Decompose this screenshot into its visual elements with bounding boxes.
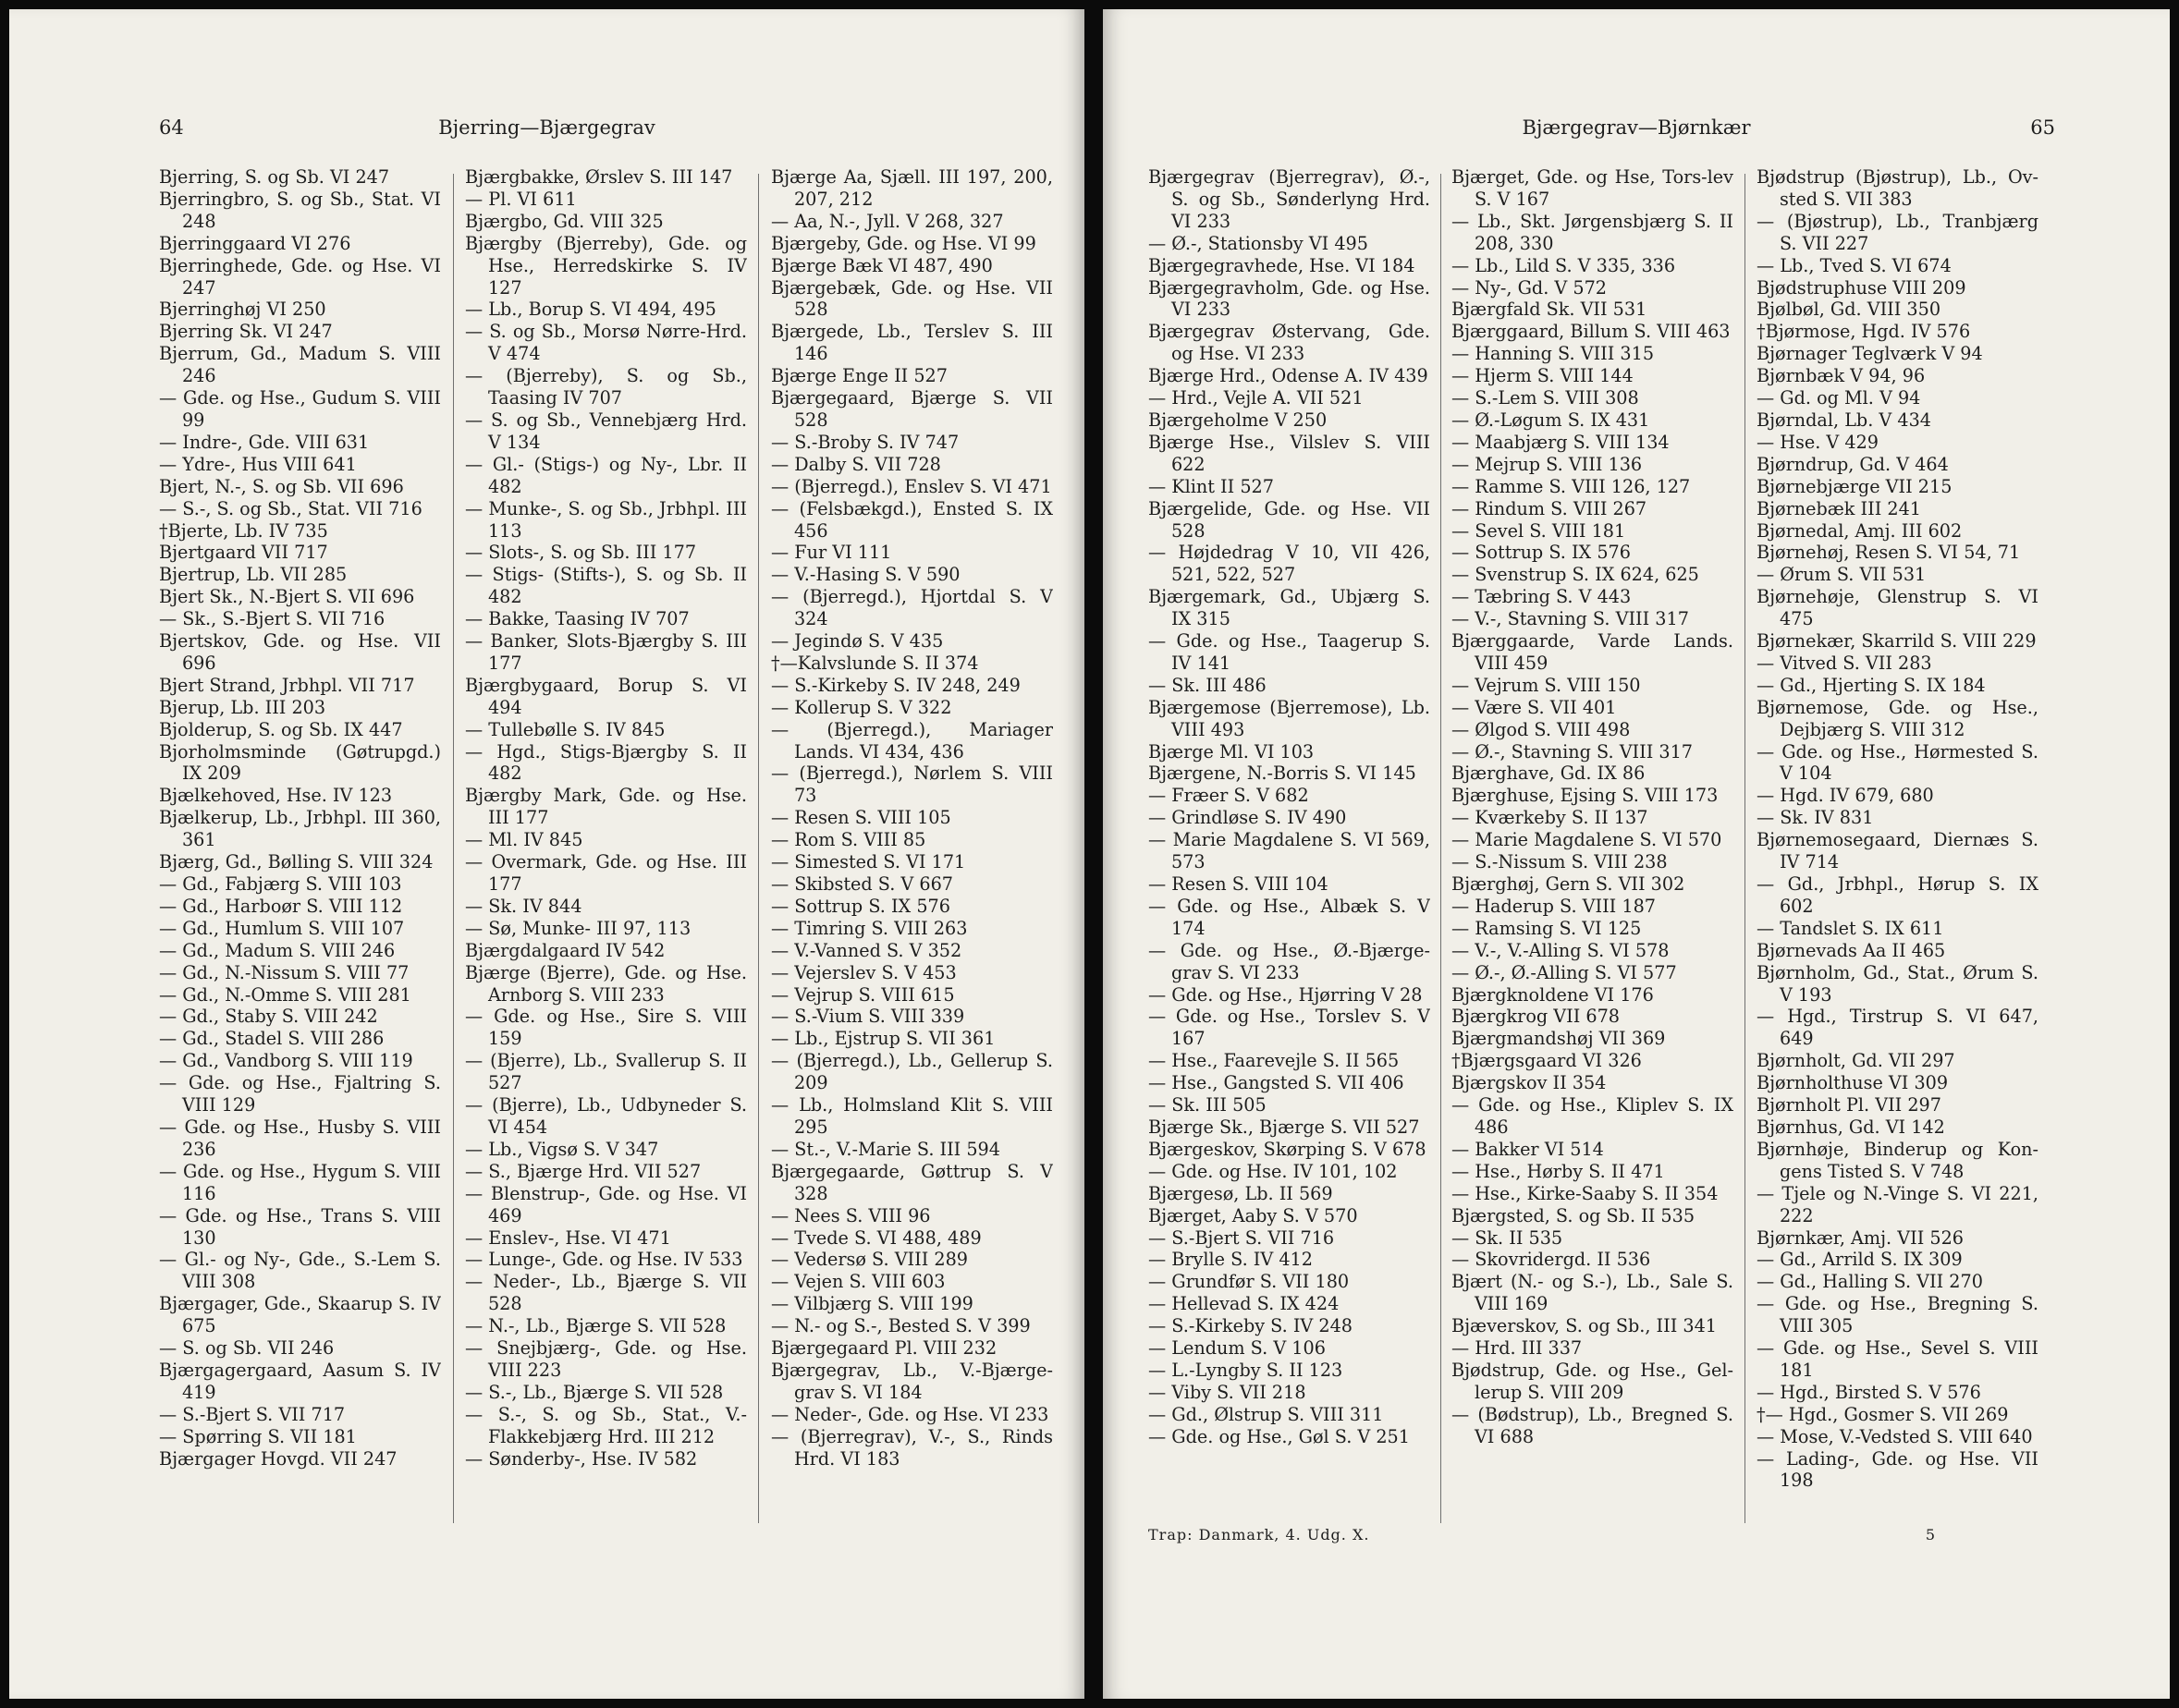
index-entry: — Neder-, Lb., Bjærge S. VII 528 xyxy=(465,1271,747,1315)
index-entry: — Gl.- og Ny-, Gde., S.-Lem S. VIII 308 xyxy=(159,1249,441,1293)
index-entry: — (Bjerregd.), Enslev S. VI 471 xyxy=(771,475,1052,497)
index-entry: — Sø, Munke- III 97, 113 xyxy=(465,917,692,939)
column-rule xyxy=(758,174,759,1523)
index-entry: †— Hgd., Gosmer S. VII 269 xyxy=(1757,1403,2009,1425)
index-entry: — Aa, N.-, Jyll. V 268, 327 xyxy=(771,210,1004,232)
index-entry: — Snejbjærg-, Gde. og Hse. VIII 223 xyxy=(465,1337,747,1381)
right-index-columns xyxy=(1148,166,2054,1534)
index-entry: Bjerrum, Gd., Madum S. VIII 246 xyxy=(159,343,441,387)
index-column xyxy=(771,166,1053,1534)
index-entry: Bjærgelide, Gde. og Hse. VII 528 xyxy=(1148,497,1430,542)
signature-mark: 5 xyxy=(1925,1526,1935,1543)
index-entry: Bjørnbæk V 94, 96 xyxy=(1757,365,1926,387)
index-entry: — Tjele og N.-Vinge S. VI 221, 222 xyxy=(1757,1182,2038,1226)
index-entry: Bjærget, Aaby S. V 570 xyxy=(1148,1204,1358,1226)
index-entry: — S.-, S. og Sb., Stat. VII 716 xyxy=(159,497,422,519)
index-entry: — S.-Broby S. IV 747 xyxy=(771,431,960,453)
index-entry: Bjørnhøje, Binderup og Kon-gens Tisted S. V 748 xyxy=(1757,1138,2038,1182)
index-entry: Bjærgeholme V 250 xyxy=(1148,409,1328,431)
index-entry: — (Bjøstrup), Lb., Tranbjærg S. VII 227 xyxy=(1757,210,2038,254)
index-entry: — (Bjerregrav), V.-, S., Rinds Hrd. VI 183 xyxy=(771,1425,1053,1470)
index-entry: Bjørnholthuse VI 309 xyxy=(1757,1072,1949,1094)
index-entry: Bjørnager Teglværk V 94 xyxy=(1757,343,1983,365)
index-entry: — Gde. og Hse., Bregning S. VIII 305 xyxy=(1757,1293,2038,1337)
index-entry: — Gde. og Hse., Kliplev S. IX 486 xyxy=(1451,1094,1733,1138)
index-entry: Bjærgegrav (Bjerregrav), Ø.-, S. og Sb., Sønderlyng Hrd. VI 233 xyxy=(1148,166,1430,232)
index-entry: — Klint II 527 xyxy=(1148,475,1274,497)
index-entry: — Spørring S. VII 181 xyxy=(159,1425,357,1447)
index-entry: Bjørnehøj, Resen S. VI 54, 71 xyxy=(1757,542,2021,564)
index-entry: — V.-Hasing S. V 590 xyxy=(771,564,961,586)
index-entry: Bjerringhede, Gde. og Hse. VI 247 xyxy=(159,254,441,299)
index-entry: Bjødstrup (Bjøstrup), Lb., Ov-sted S. VII 383 xyxy=(1757,166,2038,210)
index-entry: Bjærgskov II 354 xyxy=(1451,1072,1607,1094)
index-entry: — Sk., S.-Bjert S. VII 716 xyxy=(159,608,386,630)
index-entry: — Hse., Hørby S. II 471 xyxy=(1451,1160,1665,1182)
index-entry: — Hgd., Tirstrup S. VI 647, 649 xyxy=(1757,1006,2038,1050)
index-entry: — Sk. III 486 xyxy=(1148,674,1267,696)
index-entry: — Gde. og Hse., Fjaltring S. VIII 129 xyxy=(159,1072,441,1116)
index-entry: Bjærgegaard, Bjærge S. VII 528 xyxy=(771,387,1053,431)
index-entry: — Sk. III 505 xyxy=(1148,1094,1267,1116)
index-entry: — Marie Magdalene S. VI 569, 573 xyxy=(1148,829,1430,873)
left-running-head xyxy=(9,109,1084,146)
index-entry: Bjørndrup, Gd. V 464 xyxy=(1757,453,1949,475)
index-entry: — (Bjerregd.), Mariager Lands. VI 434, 436 xyxy=(771,718,1053,762)
index-entry: — Hellevad S. IX 424 xyxy=(1148,1293,1340,1315)
index-entry: — (Bjerregd.), Nørlem S. VIII 73 xyxy=(771,762,1053,807)
index-entry: Bjerring Sk. VI 247 xyxy=(159,321,333,343)
index-entry: Bjærgemark, Gd., Ubjærg S. IX 315 xyxy=(1148,586,1430,630)
index-entry: — Højdedrag V 10, VII 426, 521, 522, 527 xyxy=(1148,542,1430,586)
index-entry: — Hse., Kirke-Saaby S. II 354 xyxy=(1451,1182,1719,1204)
index-entry: — (Bjerregd.), Lb., Gellerup S. 209 xyxy=(771,1050,1053,1094)
index-entry: — Gd., Hjerting S. IX 184 xyxy=(1757,674,1986,696)
index-entry: — Svenstrup S. IX 624, 625 xyxy=(1451,564,1699,586)
index-entry: Bjærggaard, Billum S. VIII 463 xyxy=(1451,321,1731,343)
index-entry: — Grindløse S. IV 490 xyxy=(1148,807,1347,829)
left-page-title: Bjerring—Bjærgegrav xyxy=(438,116,655,139)
index-entry: — Gde. og Hse., Gudum S. VIII 99 xyxy=(159,387,441,431)
index-entry: — Lb., Skt. Jørgensbjærg S. II 208, 330 xyxy=(1451,210,1733,254)
index-entry: — S.-Nissum S. VIII 238 xyxy=(1451,851,1668,873)
index-entry: Bjolderup, S. og Sb. IX 447 xyxy=(159,718,403,740)
index-entry: Bjørnehøje, Glenstrup S. VI 475 xyxy=(1757,586,2038,630)
index-entry: — Maabjærg S. VIII 134 xyxy=(1451,431,1670,453)
index-entry: — Ø.-Løgum S. IX 431 xyxy=(1451,409,1650,431)
index-entry: Bjærgsted, S. og Sb. II 535 xyxy=(1451,1204,1695,1226)
index-entry: — S.-, S. og Sb., Stat., V.-Flakkebjærg Hrd. III 212 xyxy=(465,1403,747,1447)
index-entry: Bjørnemosegaard, Diernæs S. IV 714 xyxy=(1757,829,2038,873)
index-entry: — Sottrup S. IX 576 xyxy=(771,895,950,917)
index-entry: Bjærgesø, Lb. II 569 xyxy=(1148,1182,1333,1204)
index-entry: — Ø.-, Ø.-Alling S. VI 577 xyxy=(1451,961,1677,983)
index-entry: Bjærge Hse., Vilslev S. VIII 622 xyxy=(1148,431,1430,475)
index-entry: — Gde. og Hse., Sire S. VIII 159 xyxy=(465,1006,747,1050)
index-entry: — Lb., Holmsland Klit S. VIII 295 xyxy=(771,1094,1053,1138)
index-entry: Bjert, N.-, S. og Sb. VII 696 xyxy=(159,475,404,497)
index-entry: Bjærgknoldene VI 176 xyxy=(1451,983,1654,1006)
index-entry: — Gl.- (Stigs-) og Ny-, Lbr. II 482 xyxy=(465,453,747,497)
index-entry: Bjørnkær, Amj. VII 526 xyxy=(1757,1226,1964,1249)
index-entry: — Fur VI 111 xyxy=(771,542,892,564)
index-entry: — Gde. og Hse., Gøl S. V 251 xyxy=(1148,1425,1410,1447)
index-entry: — S.-Bjert S. VII 716 xyxy=(1148,1226,1335,1249)
index-entry: — Tæbring S. V 443 xyxy=(1451,586,1632,608)
index-entry: — Indre-, Gde. VIII 631 xyxy=(159,431,370,453)
index-entry: Bjærgagergaard, Aasum S. IV 419 xyxy=(159,1359,441,1403)
index-entry: — Mejrup S. VIII 136 xyxy=(1451,453,1643,475)
index-entry: Bjørnedal, Amj. III 602 xyxy=(1757,519,1963,542)
index-entry: — Sottrup S. IX 576 xyxy=(1451,542,1631,564)
index-entry: Bjærghuse, Ejsing S. VIII 173 xyxy=(1451,785,1719,807)
index-entry: — (Bjerre), Lb., Udbyneder S. VI 454 xyxy=(465,1094,747,1138)
index-entry: †Bjærgsgaard VI 326 xyxy=(1451,1050,1642,1072)
index-entry: — Lb., Ejstrup S. VII 361 xyxy=(771,1028,996,1050)
index-entry: — (Bjerregd.), Hjortdal S. V 324 xyxy=(771,586,1053,630)
index-entry: — Enslev-, Hse. VI 471 xyxy=(465,1226,671,1249)
index-entry: — Hse., Gangsted S. VII 406 xyxy=(1148,1072,1404,1094)
index-entry: Bjærgegrav Østervang, Gde. og Hse. VI 233 xyxy=(1148,321,1430,365)
index-entry: — Gd., N.-Omme S. VIII 281 xyxy=(159,983,411,1006)
index-entry: Bjørnholm, Gd., Stat., Ørum S. V 193 xyxy=(1757,961,2038,1006)
index-entry: — Neder-, Gde. og Hse. VI 233 xyxy=(771,1403,1049,1425)
index-entry: — Gd., Fabjærg S. VIII 103 xyxy=(159,873,402,895)
index-entry: — Munke-, S. og Sb., Jrbhpl. III 113 xyxy=(465,497,747,542)
index-entry: — Hgd., Stigs-Bjærgby S. II 482 xyxy=(465,740,747,785)
index-entry: — Gde. og Hse., Ø.-Bjærge-grav S. VI 233 xyxy=(1148,939,1430,983)
index-entry: — Jegindø S. V 435 xyxy=(771,630,944,653)
index-entry: — Lb., Tved S. VI 674 xyxy=(1757,254,1952,276)
index-entry: — Nees S. VIII 96 xyxy=(771,1204,931,1226)
index-entry: — Gde. og Hse., Trans S. VIII 130 xyxy=(159,1204,441,1249)
index-entry: — Hanning S. VIII 315 xyxy=(1451,343,1655,365)
index-entry: — Gde. og Hse., Husby S. VIII 236 xyxy=(159,1116,441,1160)
index-entry: Bjærge Ml. VI 103 xyxy=(1148,740,1315,762)
index-entry: — Sk. IV 844 xyxy=(465,895,582,917)
index-entry: — (Bødstrup), Lb., Bregned S. VI 688 xyxy=(1451,1403,1733,1447)
index-entry: — Ydre-, Hus VIII 641 xyxy=(159,453,357,475)
index-entry: Bjærgdalgaard IV 542 xyxy=(465,939,666,961)
index-entry: — Slots-, S. og Sb. III 177 xyxy=(465,542,697,564)
index-entry: Bjærgegravholm, Gde. og Hse. VI 233 xyxy=(1148,276,1430,321)
index-entry: — S., Bjærge Hrd. VII 527 xyxy=(465,1160,702,1182)
index-entry: — (Bjerre), Lb., Svallerup S. II 527 xyxy=(465,1050,747,1094)
index-entry: — Gd., Ølstrup S. VIII 311 xyxy=(1148,1403,1384,1425)
index-entry: — Ørum S. VII 531 xyxy=(1757,564,1927,586)
index-entry: — Gde. og Hse., Taagerup S. IV 141 xyxy=(1148,630,1430,674)
index-column xyxy=(1757,166,2038,1534)
index-entry: — Sk. IV 831 xyxy=(1757,807,1874,829)
index-entry: — Mose, V.-Vedsted S. VIII 640 xyxy=(1757,1425,2033,1447)
index-entry: Bjærgager, Gde., Skaarup S. IV 675 xyxy=(159,1293,441,1337)
index-entry: — Hgd., Birsted S. V 576 xyxy=(1757,1381,1981,1403)
index-entry: — Være S. VII 401 xyxy=(1451,696,1617,718)
index-entry: — Vejrum S. VIII 150 xyxy=(1451,674,1641,696)
index-entry: — Hgd. IV 679, 680 xyxy=(1757,785,1934,807)
index-entry: — Stigs- (Stifts-), S. og Sb. II 482 xyxy=(465,564,747,608)
index-entry: — Lb., Borup S. VI 494, 495 xyxy=(465,299,716,321)
index-entry: — Sevel S. VIII 181 xyxy=(1451,519,1626,542)
index-entry: — Rom S. VIII 85 xyxy=(771,829,926,851)
index-entry: — S.-Kirkeby S. IV 248, 249 xyxy=(771,674,1021,696)
index-entry: — Rindum S. VIII 267 xyxy=(1451,497,1647,519)
index-column xyxy=(465,166,747,1534)
index-entry: Bjørnholt Pl. VII 297 xyxy=(1757,1094,1941,1116)
index-entry: — Gd., N.-Nissum S. VIII 77 xyxy=(159,961,410,983)
index-entry: Bjærgebæk, Gde. og Hse. VII 528 xyxy=(771,276,1053,321)
index-entry: — Gde. og Hse., Torslev S. V 167 xyxy=(1148,1006,1430,1050)
index-entry: — V.-Vanned S. V 352 xyxy=(771,939,962,961)
index-entry: — Tullebølle S. IV 845 xyxy=(465,718,666,740)
index-entry: — Gd., Madum S. VIII 246 xyxy=(159,939,396,961)
index-entry: — Vejrup S. VIII 615 xyxy=(771,983,955,1006)
index-entry: Bjærge Bæk VI 487, 490 xyxy=(771,254,993,276)
column-rule xyxy=(453,174,454,1523)
index-entry: Bjerring, S. og Sb. VI 247 xyxy=(159,166,390,188)
index-entry: — Bakker VI 514 xyxy=(1451,1138,1604,1160)
index-entry: — Gde. og Hse., Hørmested S. V 104 xyxy=(1757,740,2038,785)
right-page-title: Bjærgegrav—Bjørnkær xyxy=(1522,116,1751,139)
index-entry: Bjørndal, Lb. V 434 xyxy=(1757,409,1931,431)
index-entry: — Lb., Vigsø S. V 347 xyxy=(465,1138,659,1160)
index-entry: — Dalby S. VII 728 xyxy=(771,453,941,475)
index-entry: — Ø.-, Stationsby VI 495 xyxy=(1148,232,1368,254)
index-entry: — Overmark, Gde. og Hse. III 177 xyxy=(465,851,747,895)
index-column xyxy=(1451,166,1733,1534)
index-entry: — Pl. VI 611 xyxy=(465,188,577,210)
index-entry: Bjærgegrav, Lb., V.-Bjærge-grav S. VI 184 xyxy=(771,1359,1053,1403)
index-entry: Bjørnebjærge VII 215 xyxy=(1757,475,1953,497)
index-entry: — S.-Vium S. VIII 339 xyxy=(771,1006,965,1028)
index-entry: Bjælkehoved, Hse. IV 123 xyxy=(159,785,393,807)
index-entry: Bjærgene, N.-Borris S. VI 145 xyxy=(1148,762,1416,785)
index-entry: Bjælkerup, Lb., Jrbhpl. III 360, 361 xyxy=(159,807,441,851)
index-entry: Bjærgeskov, Skørping S. V 678 xyxy=(1148,1138,1426,1160)
index-entry: — Gd., Staby S. VIII 242 xyxy=(159,1006,378,1028)
index-entry: — Blenstrup-, Gde. og Hse. VI 469 xyxy=(465,1182,747,1226)
index-entry: — Hrd. III 337 xyxy=(1451,1337,1583,1360)
index-entry: Bjertgaard VII 717 xyxy=(159,542,328,564)
index-entry: — N.-, Lb., Bjærge S. VII 528 xyxy=(465,1315,727,1337)
column-rule xyxy=(1440,174,1441,1523)
index-entry: — S.-Kirkeby S. IV 248 xyxy=(1148,1315,1353,1337)
index-entry: — Resen S. VIII 104 xyxy=(1148,873,1328,895)
index-entry: †—Kalvslunde S. II 374 xyxy=(771,652,979,674)
index-entry: — Lunge-, Gde. og Hse. IV 533 xyxy=(465,1249,743,1271)
index-entry: — Bakke, Taasing IV 707 xyxy=(465,608,690,630)
index-entry: — Gd., Harboør S. VIII 112 xyxy=(159,895,403,917)
index-entry: — Tvede S. VI 488, 489 xyxy=(771,1226,982,1249)
index-entry: — Gd., Vandborg S. VIII 119 xyxy=(159,1050,413,1072)
index-entry: — Banker, Slots-Bjærgby S. III 177 xyxy=(465,630,747,674)
right-page xyxy=(1103,9,2170,1699)
index-entry: — S.-Bjert S. VII 717 xyxy=(159,1403,346,1425)
index-entry: Bjærgfald Sk. VII 531 xyxy=(1451,299,1647,321)
index-entry: — Skovridergd. II 536 xyxy=(1451,1249,1651,1271)
index-entry: — Lendum S. V 106 xyxy=(1148,1337,1326,1360)
index-entry: — Hrd., Vejle A. VII 521 xyxy=(1148,387,1364,409)
index-entry: — Gde. og Hse., Sevel S. VIII 181 xyxy=(1757,1337,2038,1381)
index-entry: — Ny-, Gd. V 572 xyxy=(1451,276,1607,299)
index-column xyxy=(1148,166,1430,1534)
index-entry: Bjærgbygaard, Borup S. VI 494 xyxy=(465,674,747,718)
index-entry: — S. og Sb., Vennebjærg Hrd. V 134 xyxy=(465,409,747,453)
index-entry: — Ramme S. VIII 126, 127 xyxy=(1451,475,1691,497)
index-entry: — Hse., Faarevejle S. II 565 xyxy=(1148,1050,1400,1072)
index-column xyxy=(159,166,441,1534)
index-entry: Bjerringbro, S. og Sb., Stat. VI 248 xyxy=(159,188,441,232)
index-entry: Bjærgbakke, Ørslev S. III 147 xyxy=(465,166,733,188)
index-entry: — S.-Lem S. VIII 308 xyxy=(1451,387,1639,409)
index-entry: Bjærgeby, Gde. og Hse. VI 99 xyxy=(771,232,1036,254)
index-entry: Bjærgemose (Bjerremose), Lb. VIII 493 xyxy=(1148,696,1430,740)
index-entry: Bjærghøj, Gern S. VII 302 xyxy=(1451,873,1685,895)
index-entry: Bjærgede, Lb., Terslev S. III 146 xyxy=(771,321,1053,365)
index-entry: — Timring S. VIII 263 xyxy=(771,917,968,939)
index-entry: — Gd., Arrild S. IX 309 xyxy=(1757,1249,1963,1271)
index-entry: — Gde. og Hse. IV 101, 102 xyxy=(1148,1160,1398,1182)
index-entry: — Gd., Halling S. VII 270 xyxy=(1757,1271,1983,1293)
index-entry: — Vilbjærg S. VIII 199 xyxy=(771,1293,973,1315)
index-entry: Bjærgby Mark, Gde. og Hse. III 177 xyxy=(465,785,747,829)
index-entry: Bjert Strand, Jrbhpl. VII 717 xyxy=(159,674,415,696)
index-entry: Bjærgegravhede, Hse. VI 184 xyxy=(1148,254,1415,276)
index-entry: — Gde. og Hse., Hygum S. VIII 116 xyxy=(159,1160,441,1204)
index-entry: Bjæverskov, S. og Sb., III 341 xyxy=(1451,1315,1718,1337)
index-entry: — V.-, Stavning S. VIII 317 xyxy=(1451,608,1689,630)
index-entry: — Simested S. VI 171 xyxy=(771,851,966,873)
footer-note: Trap: Danmark, 4. Udg. X. xyxy=(1148,1526,1370,1543)
index-entry: Bjørnholt, Gd. VII 297 xyxy=(1757,1050,1955,1072)
index-entry: — Vejen S. VIII 603 xyxy=(771,1271,946,1293)
index-entry: Bjærgegaard Pl. VIII 232 xyxy=(771,1337,998,1360)
index-entry: — S.-, Lb., Bjærge S. VII 528 xyxy=(465,1381,724,1403)
index-entry: — Brylle S. IV 412 xyxy=(1148,1249,1313,1271)
index-entry: — Grundfør S. VII 180 xyxy=(1148,1271,1350,1293)
index-entry: — Gd., Jrbhpl., Hørup S. IX 602 xyxy=(1757,873,2038,917)
index-entry: Bjært (N.- og S.-), Lb., Sale S. VIII 169 xyxy=(1451,1271,1733,1315)
index-entry: — Kværkeby S. II 137 xyxy=(1451,807,1648,829)
index-entry: — V.-, V.-Alling S. VI 578 xyxy=(1451,939,1670,961)
index-entry: Bjerringhøj VI 250 xyxy=(159,299,326,321)
index-entry: — Gde. og Hse., Albæk S. V 174 xyxy=(1148,895,1430,939)
index-entry: Bjertrup, Lb. VII 285 xyxy=(159,564,348,586)
index-entry: — Gd., Humlum S. VIII 107 xyxy=(159,917,405,939)
index-entry: Bjert Sk., N.-Bjert S. VII 696 xyxy=(159,586,415,608)
index-entry: Bjærgby (Bjerreby), Gde. og Hse., Herredskirke S. IV 127 xyxy=(465,232,747,299)
index-entry: — (Bjerreby), S. og Sb., Taasing IV 707 xyxy=(465,365,747,409)
index-entry: Bjølbøl, Gd. VIII 350 xyxy=(1757,299,1941,321)
index-entry: Bjærg, Gd., Bølling S. VIII 324 xyxy=(159,851,434,873)
index-entry: Bjørnhus, Gd. VI 142 xyxy=(1757,1116,1945,1138)
index-entry: Bjærge Sk., Bjærge S. VII 527 xyxy=(1148,1116,1420,1138)
index-entry: — S. og Sb. VII 246 xyxy=(159,1337,335,1360)
index-entry: Bjærge Hrd., Odense A. IV 439 xyxy=(1148,365,1428,387)
index-entry: — (Felsbækgd.), Ensted S. IX 456 xyxy=(771,497,1053,542)
index-entry: — Gde. og Hse., Hjørring V 28 xyxy=(1148,983,1423,1006)
index-entry: — Lb., Lild S. V 335, 336 xyxy=(1451,254,1676,276)
index-entry: — Gd., Stadel S. VIII 286 xyxy=(159,1028,385,1050)
index-entry: Bjærget, Gde. og Hse, Tors-lev S. V 167 xyxy=(1451,166,1733,210)
index-entry: — Vedersø S. VIII 289 xyxy=(771,1249,969,1271)
index-entry: Bjerringgaard VI 276 xyxy=(159,232,351,254)
index-entry: Bjørnemose, Gde. og Hse., Dejbjærg S. VIII 312 xyxy=(1757,696,2038,740)
index-entry: Bjørnevads Aa II 465 xyxy=(1757,939,1946,961)
right-page-footer xyxy=(1103,1521,2170,1549)
index-entry: Bjødstrup, Gde. og Hse., Gel-lerup S. VIII 209 xyxy=(1451,1359,1733,1403)
index-entry: — Marie Magdalene S. VI 570 xyxy=(1451,829,1722,851)
index-entry: Bjærgager Hovgd. VII 247 xyxy=(159,1447,398,1470)
index-entry: — Kollerup S. V 322 xyxy=(771,696,952,718)
index-entry: Bjertskov, Gde. og Hse. VII 696 xyxy=(159,630,441,674)
index-entry: Bjærge Enge II 527 xyxy=(771,365,948,387)
index-entry: — Vitved S. VII 283 xyxy=(1757,652,1932,674)
index-entry: — St.-, V.-Marie S. III 594 xyxy=(771,1138,1000,1160)
index-entry: Bjærgkrog VII 678 xyxy=(1451,1006,1621,1028)
index-entry: — Tandslet S. IX 611 xyxy=(1757,917,1944,939)
index-entry: Bjærgmandshøj VII 369 xyxy=(1451,1028,1666,1050)
index-entry: Bjerup, Lb. III 203 xyxy=(159,696,326,718)
index-entry: — Ml. IV 845 xyxy=(465,829,583,851)
index-entry: Bjærge (Bjerre), Gde. og Hse. Arnborg S. VIII 233 xyxy=(465,961,747,1006)
index-entry: — Ø.-, Stavning S. VIII 317 xyxy=(1451,740,1694,762)
index-entry: — Lading-, Gde. og Hse. VII 198 xyxy=(1757,1447,2038,1492)
index-entry: — Fræer S. V 682 xyxy=(1148,785,1309,807)
left-page-number: 64 xyxy=(159,116,184,139)
index-entry: Bjærgegaarde, Gøttrup S. V 328 xyxy=(771,1160,1053,1204)
index-entry: — N.- og S.-, Bested S. V 399 xyxy=(771,1315,1031,1337)
index-entry: Bjærghave, Gd. IX 86 xyxy=(1451,762,1646,785)
index-entry: — Resen S. VIII 105 xyxy=(771,807,951,829)
index-entry: — Vejerslev S. V 453 xyxy=(771,961,957,983)
index-entry: — Hjerm S. VIII 144 xyxy=(1451,365,1634,387)
index-entry: — Sønderby-, Hse. IV 582 xyxy=(465,1447,698,1470)
index-entry: Bjørnebæk III 241 xyxy=(1757,497,1921,519)
index-entry: — S. og Sb., Morsø Nørre-Hrd. V 474 xyxy=(465,321,747,365)
column-rule xyxy=(1744,174,1745,1523)
right-page-number: 65 xyxy=(2030,116,2055,139)
index-entry: — Ølgod S. VIII 498 xyxy=(1451,718,1631,740)
index-entry: — Ramsing S. VI 125 xyxy=(1451,917,1642,939)
index-entry: Bjærgbo, Gd. VIII 325 xyxy=(465,210,664,232)
index-entry: Bjærggaarde, Varde Lands. VIII 459 xyxy=(1451,630,1733,674)
index-entry: — Haderup S. VIII 187 xyxy=(1451,895,1656,917)
index-entry: Bjødstruphuse VIII 209 xyxy=(1757,276,1966,299)
index-entry: — Hse. V 429 xyxy=(1757,431,1879,453)
index-entry: †Bjørmose, Hgd. IV 576 xyxy=(1757,321,1971,343)
index-entry: Bjorholmsminde (Gøtrupgd.) IX 209 xyxy=(159,740,441,785)
left-page xyxy=(9,9,1084,1699)
left-index-columns xyxy=(159,166,1060,1534)
index-entry: — L.-Lyngby S. II 123 xyxy=(1148,1359,1343,1381)
index-entry: Bjørnekær, Skarrild S. VIII 229 xyxy=(1757,630,2037,653)
right-running-head xyxy=(1103,109,2170,146)
index-entry: †Bjerte, Lb. IV 735 xyxy=(159,519,328,542)
index-entry: Bjærge Aa, Sjæll. III 197, 200, 207, 212 xyxy=(771,166,1053,210)
index-entry: — Viby S. VII 218 xyxy=(1148,1381,1306,1403)
index-entry: — Skibsted S. V 667 xyxy=(771,873,954,895)
index-entry: — Sk. II 535 xyxy=(1451,1226,1563,1249)
index-entry: — Gd. og Ml. V 94 xyxy=(1757,387,1921,409)
